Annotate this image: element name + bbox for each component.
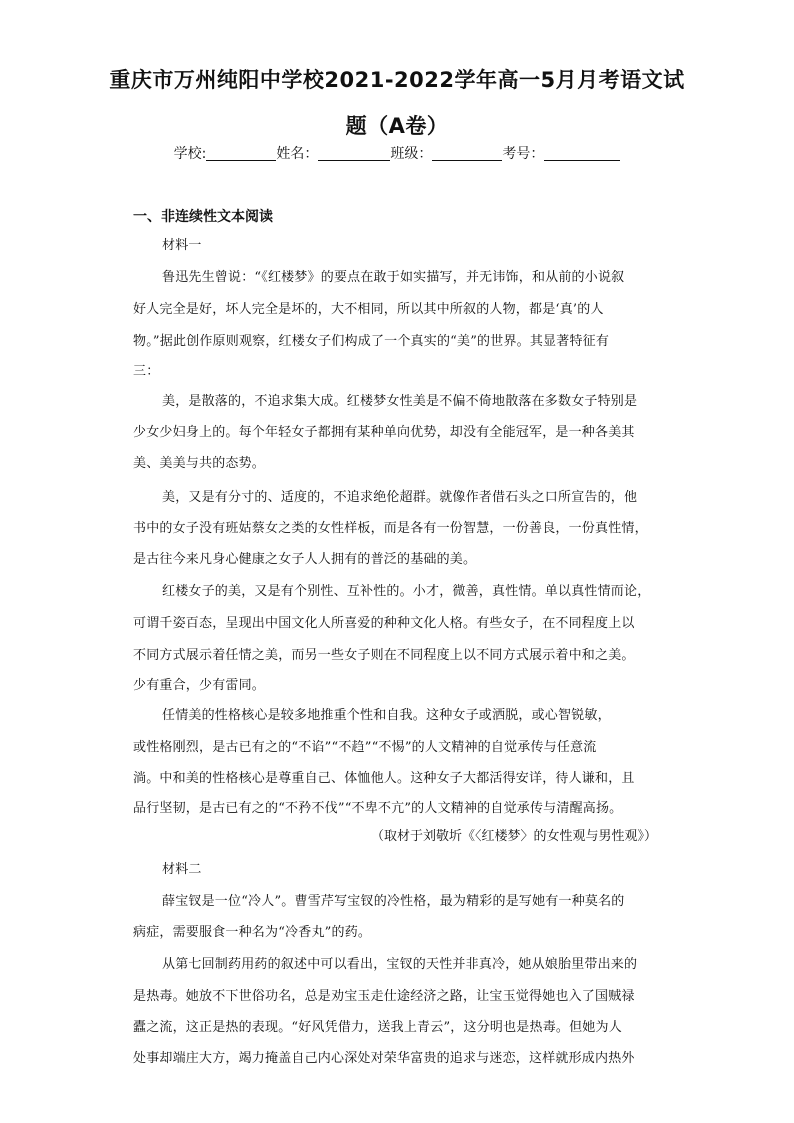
material1-line: 不同方式展示着任情之美，而另一些女子则在不同程度上以不同方式展示着中和之美。 [133, 648, 635, 663]
material2-line: 蠹之流，这正是热的表现。“好风凭借力，送我上青云”，这分明也是热毒。但她为人 [133, 1020, 622, 1035]
material1-line: 三： [133, 364, 160, 379]
material2-line: 从第七回制药用药的叙述中可以看出，宝钗的天性并非真冷，她从娘胎里带出来的 [162, 957, 638, 972]
name-label: 姓名： [276, 146, 319, 162]
material1-line: 鲁迅先生曾说：“《红楼梦》的要点在敢于如实描写，并无讳饰，和从前的小说叙 [162, 270, 625, 285]
school-label: 学校: [173, 146, 207, 162]
material2-line: 处事却端庄大方，竭力掩盖自己内心深处对荣华富贵的追求与迷恋，这样就形成内热外 [133, 1051, 635, 1066]
material2-label: 材料二 [162, 862, 202, 877]
material1-line: 好人完全是好，坏人完全是坏的，大不相同，所以其中所叙的人物，都是‘真’的人 [133, 302, 604, 317]
material1-line: 红楼女子的美，又是有个别性、互补性的。小才，微善，真性情。单以真性情而论， [162, 584, 651, 599]
material2-line: 病症，需要服食一种名为“冷香丸”的药。 [133, 925, 372, 940]
document-title-line2: 题（A卷） [345, 114, 449, 138]
document-title-line1: 重庆市万州纯阳中学校2021-2022学年高一5月月考语文试 [109, 68, 685, 92]
class-label: 班级： [390, 146, 433, 162]
number-blank [544, 146, 620, 161]
material1-line: 淌。中和美的性格核心是尊重自己、体恤他人。这种女子大都活得安详，待人谦和，且 [133, 771, 635, 786]
material1-line: 美，又是有分寸的、适度的，不追求绝伦超群。就像作者借石头之口所宣告的，他 [162, 490, 638, 505]
material1-line: 是古往今来凡身心健康之女子人人拥有的普泛的基础的美。 [133, 552, 477, 567]
number-label: 考号： [502, 146, 545, 162]
school-blank [206, 146, 276, 161]
section-heading: 一、非连续性文本阅读 [133, 209, 273, 225]
material1-source: （取材于刘敬圻《〈红楼梦〉的女性观与男性观》） [370, 829, 657, 844]
material1-line: 少有重合，少有雷同。 [133, 678, 266, 693]
material2-line: 是热毒。她放不下世俗功名，总是劝宝玉走仕途经济之路，让宝玉觉得她也入了国贼禄 [133, 989, 635, 1004]
material1-line: 美，是散落的，不追求集大成。红楼梦女性美是不偏不倚地散落在多数女子特别是 [162, 394, 638, 409]
material1-line: 品行坚韧，是古已有之的“不矜不伐”“不卑不亢”的人文精神的自觉承传与清醒高扬。 [133, 801, 623, 816]
material1-label: 材料一 [162, 238, 202, 253]
material1-line: 任情美的性格核心是较多地推重个性和自我。这种女子或洒脱，或心智锐敏， [162, 708, 611, 723]
name-blank [318, 146, 390, 161]
material2-line: 薛宝钗是一位“冷人”。曹雪芹写宝钗的冷性格，最为精彩的是写她有一种莫名的 [162, 894, 625, 909]
material1-line: 物。”据此创作原则观察，红楼女子们构成了一个真实的“美”的世界。其显著特征有 [133, 334, 610, 349]
student-info-row [0, 143, 794, 163]
material1-line: 可谓千姿百态，呈现出中国文化人所喜爱的种种文化人格。有些女子，在不同程度上以 [133, 616, 635, 631]
material1-line: 或性格刚烈，是古已有之的“不谄”“不趋”“不惕”的人文精神的自觉承传与任意流 [133, 740, 597, 755]
material1-line: 美、美美与共的态势。 [133, 456, 266, 471]
material1-line: 少女少妇身上的。每个年轻女子都拥有某种单向优势，却没有全能冠军，是一种各美其 [133, 425, 635, 440]
material1-line: 书中的女子没有班姑蔡女之类的女性样板，而是各有一份智慧，一份善良，一份真性情， [133, 521, 648, 536]
class-blank [432, 146, 502, 161]
